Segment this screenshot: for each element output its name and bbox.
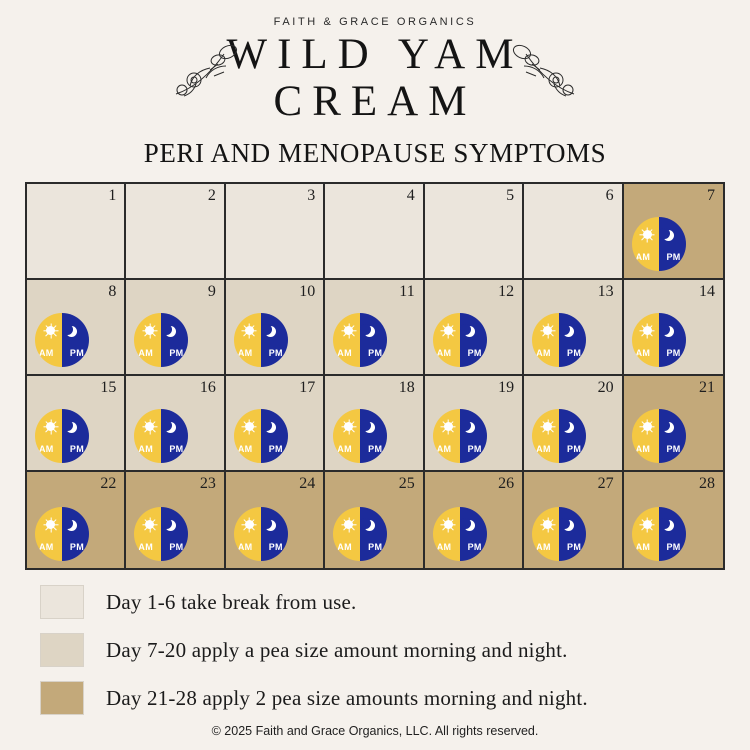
am-half bbox=[35, 507, 62, 561]
pm-half bbox=[360, 507, 387, 561]
calendar-day-cell[interactable] bbox=[126, 376, 225, 472]
legend-label: Day 7-20 apply a pea size amount morning and night. bbox=[106, 637, 568, 662]
calendar-day-cell[interactable] bbox=[325, 472, 424, 568]
calendar-day-number: 28 bbox=[699, 475, 715, 492]
pm-half bbox=[659, 313, 686, 367]
calendar-day-cell[interactable] bbox=[624, 184, 723, 280]
pm-half bbox=[659, 409, 686, 463]
am-half bbox=[333, 313, 360, 367]
sun-icon bbox=[145, 520, 154, 529]
am-half bbox=[234, 409, 261, 463]
title-block bbox=[0, 32, 750, 124]
calendar-day-number: 1 bbox=[108, 187, 117, 204]
pm-label: PM bbox=[567, 444, 582, 454]
moon-icon bbox=[464, 326, 475, 337]
pm-half bbox=[460, 409, 487, 463]
am-pm-dose-badge bbox=[632, 409, 686, 463]
moon-icon bbox=[265, 422, 276, 433]
pm-label: PM bbox=[268, 542, 283, 552]
sun-icon bbox=[46, 326, 55, 335]
am-half bbox=[532, 507, 559, 561]
calendar-day-number: 15 bbox=[100, 379, 117, 396]
am-pm-dose-badge bbox=[532, 409, 586, 463]
am-label: AM bbox=[138, 542, 154, 552]
sun-icon bbox=[145, 422, 154, 431]
am-half bbox=[35, 409, 62, 463]
am-pm-dose-badge bbox=[632, 217, 686, 271]
dosing-calendar bbox=[25, 182, 725, 570]
am-pm-dose-badge bbox=[333, 507, 387, 561]
sun-icon bbox=[46, 422, 55, 431]
am-pm-dose-badge bbox=[532, 313, 586, 367]
pm-half bbox=[261, 409, 288, 463]
calendar-day-number: 26 bbox=[498, 475, 515, 492]
sun-icon bbox=[543, 326, 552, 335]
pm-label: PM bbox=[69, 444, 84, 454]
am-label: AM bbox=[39, 444, 54, 454]
brand-name: FAITH & GRACE ORGANICS bbox=[273, 16, 477, 28]
calendar-day-cell[interactable] bbox=[524, 472, 623, 568]
pm-half bbox=[62, 313, 89, 367]
calendar-day-cell[interactable] bbox=[425, 376, 524, 472]
sun-icon bbox=[344, 326, 353, 335]
pm-half bbox=[62, 409, 89, 463]
calendar-day-cell[interactable] bbox=[524, 376, 623, 472]
am-half bbox=[35, 313, 62, 367]
calendar-day-number: 24 bbox=[299, 475, 316, 492]
calendar-day-cell[interactable] bbox=[325, 376, 424, 472]
am-pm-dose-badge bbox=[134, 507, 188, 561]
pm-half bbox=[161, 313, 188, 367]
legend bbox=[40, 578, 720, 722]
am-label: AM bbox=[39, 348, 54, 358]
moon-icon bbox=[663, 422, 674, 433]
pm-half bbox=[559, 409, 586, 463]
pm-half bbox=[460, 313, 487, 367]
sun-icon bbox=[245, 326, 254, 335]
calendar-day-number: 13 bbox=[597, 283, 614, 300]
am-label: AM bbox=[337, 542, 352, 552]
am-half bbox=[632, 313, 659, 367]
pm-label: PM bbox=[467, 444, 482, 454]
pm-half bbox=[559, 313, 586, 367]
calendar-day-number: 17 bbox=[299, 379, 316, 396]
am-pm-dose-badge bbox=[433, 313, 487, 367]
am-label: AM bbox=[237, 542, 253, 552]
calendar-day-cell[interactable] bbox=[425, 280, 524, 376]
calendar-day-cell[interactable] bbox=[126, 184, 225, 280]
calendar-day-cell[interactable] bbox=[226, 184, 325, 280]
pm-label: PM bbox=[69, 348, 84, 358]
am-label: AM bbox=[635, 444, 651, 454]
legend-row bbox=[40, 578, 720, 626]
moon-icon bbox=[265, 520, 276, 531]
sun-icon bbox=[145, 326, 154, 335]
am-label: AM bbox=[635, 252, 651, 262]
sun-icon bbox=[245, 520, 254, 529]
am-label: AM bbox=[436, 542, 452, 552]
am-label: AM bbox=[39, 542, 54, 552]
am-half bbox=[632, 409, 659, 463]
sun-icon bbox=[344, 520, 353, 529]
calendar-day-number: 14 bbox=[699, 283, 715, 300]
calendar-day-cell[interactable] bbox=[226, 472, 325, 568]
pm-label: PM bbox=[467, 348, 482, 358]
am-pm-dose-badge bbox=[333, 409, 387, 463]
pm-label: PM bbox=[268, 348, 283, 358]
pm-label: PM bbox=[567, 542, 582, 552]
calendar-day-cell[interactable] bbox=[325, 184, 424, 280]
am-half bbox=[433, 409, 460, 463]
calendar-day-cell[interactable] bbox=[325, 280, 424, 376]
calendar-day-number: 18 bbox=[398, 379, 415, 396]
calendar-day-cell[interactable] bbox=[624, 376, 723, 472]
pm-label: PM bbox=[169, 348, 184, 358]
pm-label: PM bbox=[467, 542, 482, 552]
pm-label: PM bbox=[368, 444, 383, 454]
am-half bbox=[532, 313, 559, 367]
calendar-day-cell[interactable] bbox=[126, 280, 225, 376]
calendar-day-number: 12 bbox=[498, 283, 515, 300]
calendar-day-number: 6 bbox=[605, 187, 614, 204]
calendar-day-cell[interactable] bbox=[624, 280, 723, 376]
sun-icon bbox=[643, 520, 652, 529]
pm-label: PM bbox=[268, 444, 283, 454]
am-pm-dose-badge bbox=[433, 409, 487, 463]
am-pm-dose-badge bbox=[35, 409, 89, 463]
am-label: AM bbox=[237, 444, 253, 454]
pm-half bbox=[360, 313, 387, 367]
legend-color-swatch bbox=[40, 585, 84, 619]
am-label: AM bbox=[337, 348, 352, 358]
pm-half bbox=[460, 507, 487, 561]
calendar-day-cell[interactable] bbox=[425, 472, 524, 568]
am-pm-dose-badge bbox=[632, 313, 686, 367]
am-pm-dose-badge bbox=[234, 313, 288, 367]
pm-half bbox=[261, 507, 288, 561]
pm-label: PM bbox=[169, 542, 184, 552]
calendar-day-number: 19 bbox=[498, 379, 515, 396]
am-half bbox=[134, 409, 161, 463]
am-label: AM bbox=[337, 444, 352, 454]
sun-icon bbox=[344, 422, 353, 431]
am-half bbox=[134, 507, 161, 561]
calendar-day-cell[interactable] bbox=[425, 184, 524, 280]
legend-label: Day 21-28 apply 2 pea size amounts morning and night. bbox=[106, 685, 588, 710]
am-label: AM bbox=[536, 444, 551, 454]
am-half bbox=[134, 313, 161, 367]
am-label: AM bbox=[138, 444, 154, 454]
am-half bbox=[333, 409, 360, 463]
calendar-day-number: 22 bbox=[100, 475, 117, 492]
sun-icon bbox=[543, 520, 552, 529]
calendar-day-number: 16 bbox=[199, 379, 216, 396]
am-pm-dose-badge bbox=[532, 507, 586, 561]
floral-sprig-icon bbox=[166, 36, 252, 106]
am-label: AM bbox=[536, 542, 551, 552]
sun-icon bbox=[543, 422, 552, 431]
am-label: AM bbox=[436, 444, 452, 454]
am-pm-dose-badge bbox=[134, 313, 188, 367]
am-half bbox=[234, 313, 261, 367]
am-label: AM bbox=[635, 542, 651, 552]
copyright-footer: © 2025 Faith and Grace Organics, LLC. All rights reserved. bbox=[211, 724, 539, 738]
calendar-day-number: 27 bbox=[597, 475, 614, 492]
am-label: AM bbox=[138, 348, 154, 358]
moon-icon bbox=[663, 326, 674, 337]
am-half bbox=[532, 409, 559, 463]
sun-icon bbox=[444, 422, 453, 431]
am-half bbox=[433, 313, 460, 367]
am-pm-dose-badge bbox=[433, 507, 487, 561]
calendar-day-number: 23 bbox=[199, 475, 216, 492]
calendar-day-number: 25 bbox=[398, 475, 415, 492]
sun-icon bbox=[444, 520, 453, 529]
am-pm-dose-badge bbox=[234, 409, 288, 463]
calendar-day-number: 9 bbox=[207, 283, 216, 300]
pm-label: PM bbox=[567, 348, 582, 358]
pm-label: PM bbox=[666, 444, 681, 454]
pm-label: PM bbox=[368, 348, 383, 358]
calendar-day-number: 21 bbox=[699, 379, 715, 396]
moon-icon bbox=[265, 326, 276, 337]
moon-icon bbox=[66, 520, 77, 531]
calendar-day-cell[interactable] bbox=[524, 280, 623, 376]
pm-half bbox=[659, 217, 686, 271]
floral-sprig-icon bbox=[498, 36, 584, 106]
am-pm-dose-badge bbox=[134, 409, 188, 463]
calendar-day-number: 11 bbox=[399, 283, 415, 300]
legend-color-swatch bbox=[40, 633, 84, 667]
calendar-day-cell[interactable] bbox=[27, 280, 126, 376]
moon-icon bbox=[464, 422, 475, 433]
calendar-day-number: 8 bbox=[108, 283, 117, 300]
am-pm-dose-badge bbox=[333, 313, 387, 367]
sun-icon bbox=[46, 520, 55, 529]
am-pm-dose-badge bbox=[632, 507, 686, 561]
pm-half bbox=[360, 409, 387, 463]
pm-half bbox=[659, 507, 686, 561]
legend-row bbox=[40, 674, 720, 722]
am-label: AM bbox=[436, 348, 452, 358]
calendar-day-number: 5 bbox=[506, 187, 515, 204]
sun-icon bbox=[643, 230, 652, 239]
moon-icon bbox=[66, 326, 77, 337]
calendar-day-number: 7 bbox=[707, 187, 715, 204]
am-pm-dose-badge bbox=[234, 507, 288, 561]
moon-icon bbox=[464, 520, 475, 531]
pm-half bbox=[261, 313, 288, 367]
am-label: AM bbox=[635, 348, 651, 358]
legend-label: Day 1-6 take break from use. bbox=[106, 589, 357, 614]
calendar-day-cell[interactable] bbox=[27, 184, 126, 280]
am-half bbox=[433, 507, 460, 561]
pm-label: PM bbox=[666, 542, 681, 552]
pm-half bbox=[161, 507, 188, 561]
moon-icon bbox=[663, 230, 674, 241]
calendar-day-number: 2 bbox=[207, 187, 216, 204]
pm-label: PM bbox=[666, 252, 681, 262]
calendar-day-number: 20 bbox=[597, 379, 614, 396]
am-half bbox=[632, 217, 659, 271]
calendar-day-cell[interactable] bbox=[524, 184, 623, 280]
am-label: AM bbox=[237, 348, 253, 358]
calendar-day-number: 3 bbox=[307, 187, 316, 204]
am-half bbox=[234, 507, 261, 561]
sun-icon bbox=[643, 326, 652, 335]
sun-icon bbox=[643, 422, 652, 431]
sun-icon bbox=[444, 326, 453, 335]
pm-label: PM bbox=[169, 444, 184, 454]
am-half bbox=[632, 507, 659, 561]
pm-label: PM bbox=[368, 542, 383, 552]
legend-color-swatch bbox=[40, 681, 84, 715]
calendar-day-number: 10 bbox=[299, 283, 316, 300]
sun-icon bbox=[245, 422, 254, 431]
calendar-day-cell[interactable] bbox=[27, 472, 126, 568]
calendar-day-cell[interactable] bbox=[126, 472, 225, 568]
calendar-day-cell[interactable] bbox=[226, 280, 325, 376]
pm-half bbox=[62, 507, 89, 561]
product-title-line-1: WILD YAM bbox=[226, 31, 524, 78]
pm-label: PM bbox=[69, 542, 84, 552]
calendar-day-number: 4 bbox=[406, 187, 415, 204]
calendar-day-cell[interactable] bbox=[226, 376, 325, 472]
am-label: AM bbox=[536, 348, 551, 358]
page-subtitle: PERI AND MENOPAUSE SYMPTOMS bbox=[143, 138, 607, 169]
am-pm-dose-badge bbox=[35, 507, 89, 561]
calendar-day-cell[interactable] bbox=[27, 376, 126, 472]
am-half bbox=[333, 507, 360, 561]
pm-half bbox=[161, 409, 188, 463]
pm-label: PM bbox=[666, 348, 681, 358]
am-pm-dose-badge bbox=[35, 313, 89, 367]
calendar-day-cell[interactable] bbox=[624, 472, 723, 568]
moon-icon bbox=[66, 422, 77, 433]
pm-half bbox=[559, 507, 586, 561]
moon-icon bbox=[663, 520, 674, 531]
product-title-line-2: CREAM bbox=[273, 78, 477, 126]
legend-row bbox=[40, 626, 720, 674]
